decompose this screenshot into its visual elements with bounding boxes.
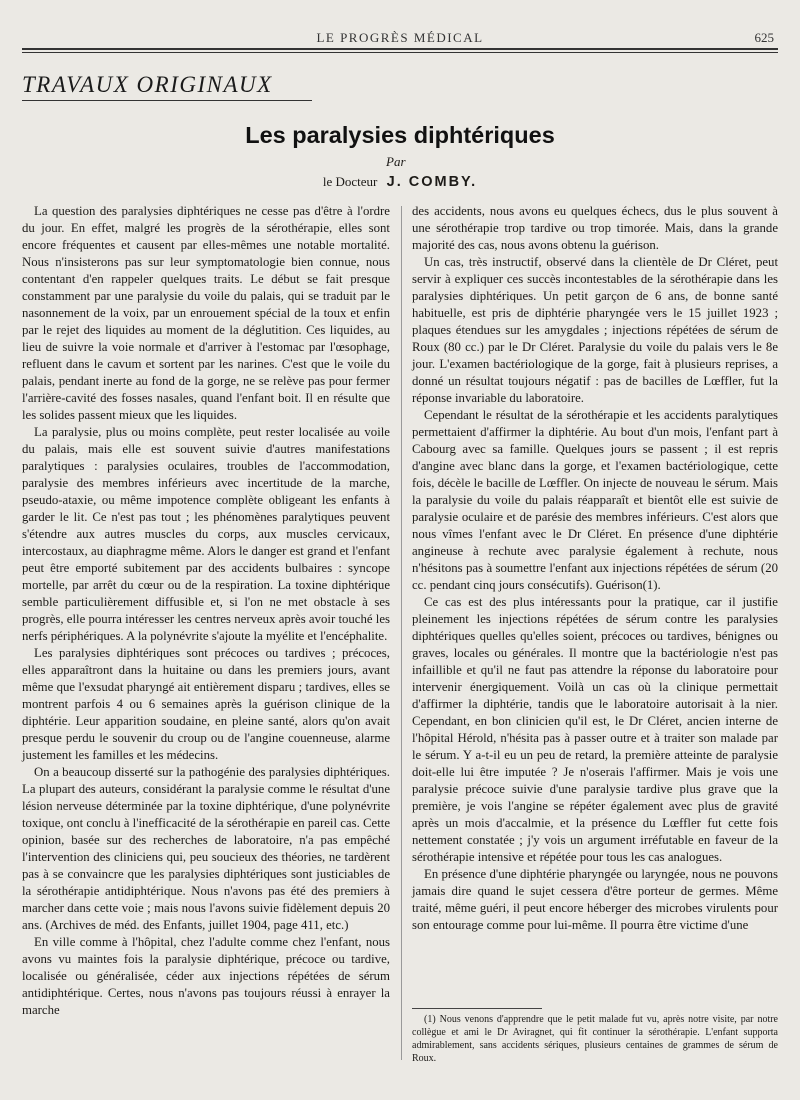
byline-prefix: le Docteur [322, 174, 378, 189]
paragraph: Un cas, très instructif, observé dans la clientèle de Dr Cléret, peut servir à expliquer ces succès incontestables de la sérothérapie dans les paralysies diphtériques. Un petit garçon de 6 ans, de bonne santé habituelle, est pris de diphtérie pharyngée vers le 15 juillet 1923 ; plaques étendues sur les amygdales ; injections répétées de sérum de Roux (80 cc.) par le Dr Cléret. Paralysie du voile du palais vers le 8e jour. L'examen bactériologique de la gorge, fait à plusieurs reprises, a donné un résultat toujours négatif : pas de bacilles de Lœffler, fut la réponse invariable du laboratoire. [412, 255, 778, 405]
paragraph: des accidents, nous avons eu quelques échecs, dus le plus souvent à une sérothérapie trop tardive ou trop timorée. Mais, dans la grande majorité des cas, nous avons obtenu la guérison. [412, 204, 778, 252]
paragraph: La paralysie, plus ou moins complète, peut rester localisée au voile du palais, mais elle est souvent suivie d'autres manifestations paralytiques : paralysies oculaires, troubles de l'accommodation, paralysie des membres inférieurs avec incertitude de la marche, pseudo-ataxie, ou même impotence complète obligeant les enfants à garder le lit. Ce n'est pas tout ; les phénomènes paralytiques peuvent s'étendre aux autres muscles du corps, aux muscles cervicaux, intercostaux, au diaphragme même. Alors le danger est grand et l'enfant peut être emporté subitement par des accidents bulbaires : syncope mortelle, par arrêt du cœur ou de la respiration. La toxine diphtérique semble particulièrement diffusible et, si l'on ne met obstacle à ses progrès, elle pourra intéresser les centres nerveux après avoir touché les nerfs périphériques. A la polynévrite s'ajoute la myélite et l'encéphalite. [22, 425, 390, 643]
section-rule [22, 100, 312, 101]
section-label: TRAVAUX ORIGINAUX [22, 72, 273, 97]
article-title: Les paralysies diphtériques [245, 122, 555, 148]
author-name: J. COMBY. [386, 174, 478, 190]
page-number: 625 [754, 30, 774, 45]
header-rule-thick [22, 48, 778, 50]
paragraph: La question des paralysies diphtériques ne cesse pas d'être à l'ordre du jour. En effet, malgré les progrès de la sérothérapie, elles sont encore fréquentes et causent par elles-mêmes une notable mortalité. Nous n'insisterons pas sur leur symptomatologie bien connue, nous contentant d'en rappeler quelques traits. Le début se fait presque constamment par une paralysie du voile du palais, qui se traduit par le nasonnement de la voix, par un enrouement spécial de la toux et enfin par le rejet des liquides au moment de la déglutition. Ces liquides, au lieu de suivre la voie normale et d'arriver à l'estomac par l'œsophage, refluent dans le cavum et sortent par les narines. C'est que le voile du palais, pendant inerte au fond de la gorge, ne se relève pas pour fermer l'arrière-cavité des fosses nasales, quand l'enfant boit. Il en résulte que les solides passent mieux que les liquides. [22, 204, 390, 422]
running-title: LE PROGRÈS MÉDICAL [316, 30, 484, 45]
paragraph: En ville comme à l'hôpital, chez l'adulte comme chez l'enfant, nous avons vu maintes fois la paralysie diphtérique, précoce ou tardive, localisée ou généralisée, céder aux injections répétées de sérum antidiphtérique. Certes, nous n'avons pas toujours réussi à enrayer la marche [22, 935, 390, 1017]
byline-par: Par [386, 154, 406, 169]
right-column [412, 203, 778, 934]
paragraph: On a beaucoup disserté sur la pathogénie des paralysies diphtériques. La plupart des auteurs, considérant la paralysie comme le résultat d'une lésion nerveuse déterminée par la toxine diphtérique, d'une polynévrite toxique, ont conclu à l'inefficacité de la sérothérapie en pareil cas. Cette opinion, basée sur des recherches de laboratoire, n'a pas empêché l'intervention des cliniciens qui, peu soucieux des théories, ne tardèrent pas à se convaincre que les paralysies diphtériques sont justiciables de la sérothérapie antidiphtérique. Nous n'avons pas été des premiers à marcher dans cette voie ; mais nous l'avons suivie fidèlement depuis 20 ans. (Archives de méd. des Enfants, juillet 1904, page 411, etc.) [22, 765, 390, 932]
paragraph: En présence d'une diphtérie pharyngée ou laryngée, nous ne pouvons jamais dire quand le sujet cessera d'être porteur de germes. Même traité, même guéri, il peut encore héberger des microbes virulents pour son entourage comme pour lui-même. Il pourra être victime d'une [412, 867, 778, 932]
footnote-rule [412, 1008, 542, 1009]
running-head [22, 28, 778, 46]
column-divider [401, 206, 402, 1060]
paragraph: Ce cas est des plus intéressants pour la pratique, car il justifie pleinement les injections répétées de sérum contre les paralysies diphtériques quelles qu'elles soient, précoces ou tardives, bénignes ou graves, locales ou générales. Il montre que la bactériologie n'est pas infaillible et qu'il ne faut pas attendre la réponse du laboratoire pour intervenir énergiquement. Voilà un cas où la clinique permettait d'affirmer la diphtérie, tandis que le laboratoire autorisait à la nier. Cependant, en bon clinicien qu'il est, le Dr Cléret, ancien interne de l'hôpital Hérold, n'hésita pas à passer outre et à traiter son malade par le sérum. Y a-t-il eu un peu de retard, la première atteinte de paralysie doit-elle lui être imputée ? Je n'oserais l'affirmer. Mais je vois une paralysie précoce suivie d'une paralysie tardive plus grave que la première, je vois l'angine se répéter également avec plus de gravité après un mois d'accalmie, et la présence du Lœffler fut cette fois nettement constatée ; j'y vois un argument irréfutable en faveur de la sérothérapie intensive et répétée pour tous les cas analogues. [412, 595, 778, 864]
left-column [22, 203, 390, 1019]
header-rule-thin [22, 52, 778, 53]
paragraph: Cependant le résultat de la sérothérapie et les accidents paralytiques permettaient d'affirmer la diphtérie. Au bout d'un mois, l'enfant part à Cabourg avec sa famille. Quelques jours se passent ; il est repris d'angine avec blanc dans la gorge, et l'examen bactériologique, cette fois, décèle le bacille de Lœffler. On injecte de nouveau le sérum. Mais la paralysie du voile du palais réapparaît et bientôt elle est suivie de paralysie oculaire et de parésie des membres inférieurs. C'est alors que nous vîmes l'enfant avec le Dr Cléret. En présence d'une diphtérie angineuse à rechute avec paralysie également à rechute, nous n'hésitons pas à soumettre l'enfant aux injections répétées de sérum (20 cc. pendant cinq jours consécutifs). Guérison(1). [412, 408, 778, 592]
footnote: (1) Nous venons d'apprendre que le petit malade fut vu, après notre visite, par notre collègue et ami le Dr Aviragnet, qui fit continuer la sérothérapie. L'enfant supporta admirablement, sans accidents sériques, plusieurs centaines de grammes de sérum de Roux. [412, 1014, 778, 1064]
byline [0, 174, 800, 190]
paragraph: Les paralysies diphtériques sont précoces ou tardives ; précoces, elles apparaîtront dans la huitaine ou dans les premiers jours, avant même que l'exsudat pharyngé ait entièrement disparu ; tardives, elles se montrent parfois 4 ou 6 semaines après la guérison clinique de la diphtérie. Leur apparition soudaine, en pleine santé, alors qu'on avait presque perdu le souvenir du croup ou de l'angine couenneuse, alarme justement les familles et les médecins. [22, 646, 390, 762]
